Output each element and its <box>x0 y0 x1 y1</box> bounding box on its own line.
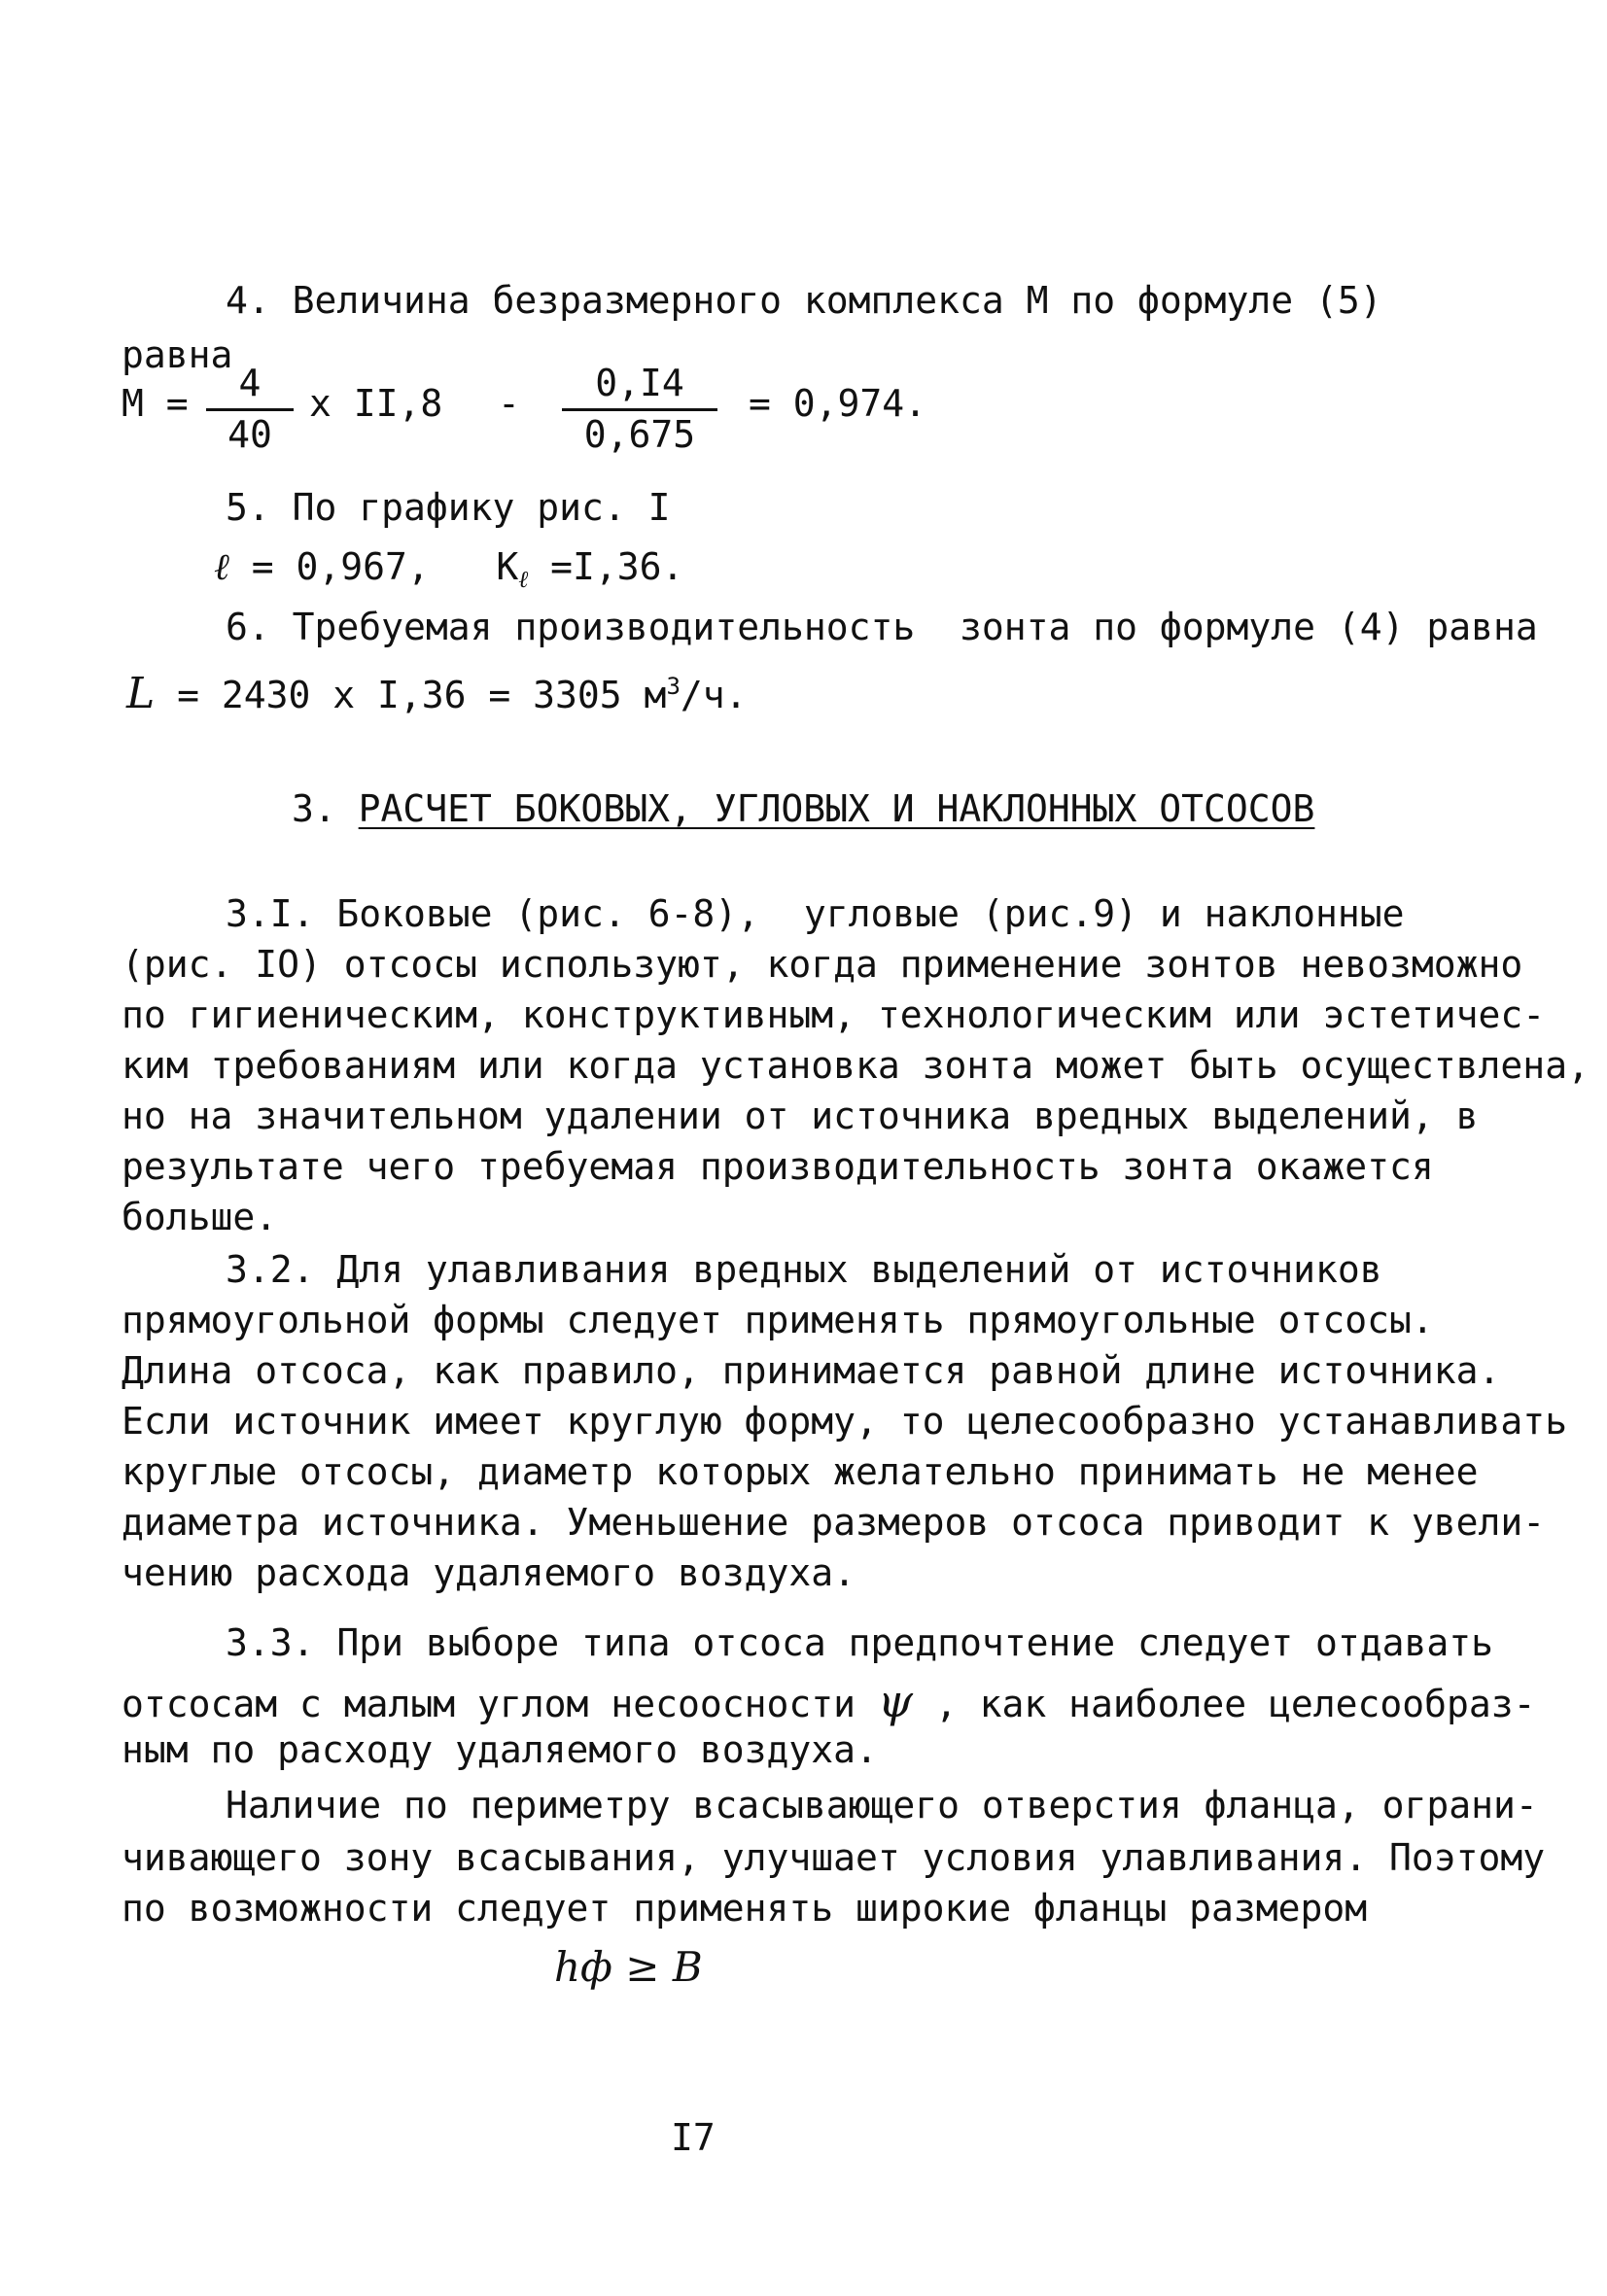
item6-unit-sup: 3 <box>666 673 681 700</box>
item6-calc: = 2430 х I,36 = 3305 м <box>177 674 667 716</box>
section3-heading-title: РАСЧЕТ БОКОВЫХ, УГЛОВЫХ И НАКЛОННЫХ ОТСОСОВ <box>358 787 1315 830</box>
formula-m-frac1-bar <box>206 408 294 411</box>
formula-m-frac1-num: 4 <box>238 362 262 404</box>
formula-m-frac2 <box>562 364 717 456</box>
p31-line: ким требованиям или когда установка зонта может быть осуществлена, <box>122 1044 1590 1087</box>
item6-unit-tail: /ч. <box>680 674 748 716</box>
p32-line: Если источник имеет круглую форму, то целесообразно устанавливать <box>122 1400 1568 1443</box>
eta-value: = 0,967, <box>251 545 430 588</box>
p34-line: по возможности следует применять широкие фланцы размером <box>122 1887 1368 1930</box>
p31-line: больше. <box>122 1196 278 1238</box>
formula-m-frac1 <box>206 364 294 456</box>
p33-line2 <box>122 1675 1536 1727</box>
formula-m-frac2-den: 0,675 <box>583 412 696 456</box>
k-value: =I,36. <box>550 545 684 588</box>
item5-values <box>214 545 684 593</box>
p31-line: 3.I. Боковые (рис. 6-8), угловые (рис.9) и наклонные <box>226 892 1405 935</box>
p32-line: прямоугольной формы следует применять прямоугольные отсосы. <box>122 1299 1434 1341</box>
p33-line1: 3.3. При выборе типа отсоса предпочтение следует отдавать <box>226 1621 1494 1664</box>
p31-line: но на значительном удалении от источника вредных выделений, в <box>122 1095 1479 1137</box>
p33-line2-b: , как наиболее целесообраз- <box>912 1683 1536 1725</box>
p32-line: 3.2. Для улавливания вредных выделений от источников <box>226 1248 1382 1291</box>
item5-line1: 5. По графику рис. I <box>226 486 671 529</box>
p32-line: чению расхода удаляемого воздуха. <box>122 1551 856 1594</box>
eta-symbol: ℓ <box>214 545 229 588</box>
item6-formula <box>126 669 748 718</box>
formula-m-frac2-bar <box>562 408 717 411</box>
formula-m-frac1-den: 40 <box>227 412 272 456</box>
section3-heading <box>292 787 1315 830</box>
p33-line3: ным по расходу удаляемого воздуха. <box>122 1728 878 1771</box>
p34-line: чивающего зону всасывания, улучшает условия улавливания. Поэтому <box>122 1836 1546 1879</box>
section3-heading-number: 3. <box>292 787 336 830</box>
formula-m-minus: - <box>498 382 520 425</box>
flange-formula: hф ≥ B <box>554 1943 703 1991</box>
p34-line: Наличие по периметру всасывающего отверстия фланца, ограни- <box>226 1784 1538 1826</box>
formula-m-lhs: М = <box>122 382 189 425</box>
formula-m-result: = 0,974. <box>749 382 927 425</box>
p32-line: круглые отсосы, диаметр которых желательно принимать не менее <box>122 1450 1479 1493</box>
p31-line: (рис. IO) отсосы используют, когда применение зонтов невозможно <box>122 943 1523 986</box>
page-number: I7 <box>671 2116 716 2159</box>
item6-line1: 6. Требуемая производительность зонта по формуле (4) равна <box>226 606 1538 648</box>
p31-line: по гигиеническим, конструктивным, технологическим или эстетичес- <box>122 993 1546 1036</box>
p31-line: результате чего требуемая производительность зонта окажется <box>122 1145 1434 1188</box>
l-symbol: L <box>126 669 156 718</box>
item4-line2: равна <box>122 333 233 376</box>
p32-line: Длина отсоса, как правило, принимается равной длине источника. <box>122 1349 1501 1392</box>
psi-symbol: ψ <box>877 1675 913 1727</box>
formula-m-mult: х II,8 <box>309 382 443 425</box>
item4-line1: 4. Величина безразмерного комплекса М по формуле (5) <box>226 279 1382 322</box>
p32-line: диаметра источника. Уменьшение размеров отсоса приводит к увели- <box>122 1501 1546 1544</box>
formula-m-frac2-num: 0,I4 <box>595 362 684 404</box>
k-symbol: К <box>496 545 519 588</box>
p33-line2-a: отсосам с малым углом несоосности <box>122 1683 878 1725</box>
k-subscript: ℓ <box>518 566 529 593</box>
